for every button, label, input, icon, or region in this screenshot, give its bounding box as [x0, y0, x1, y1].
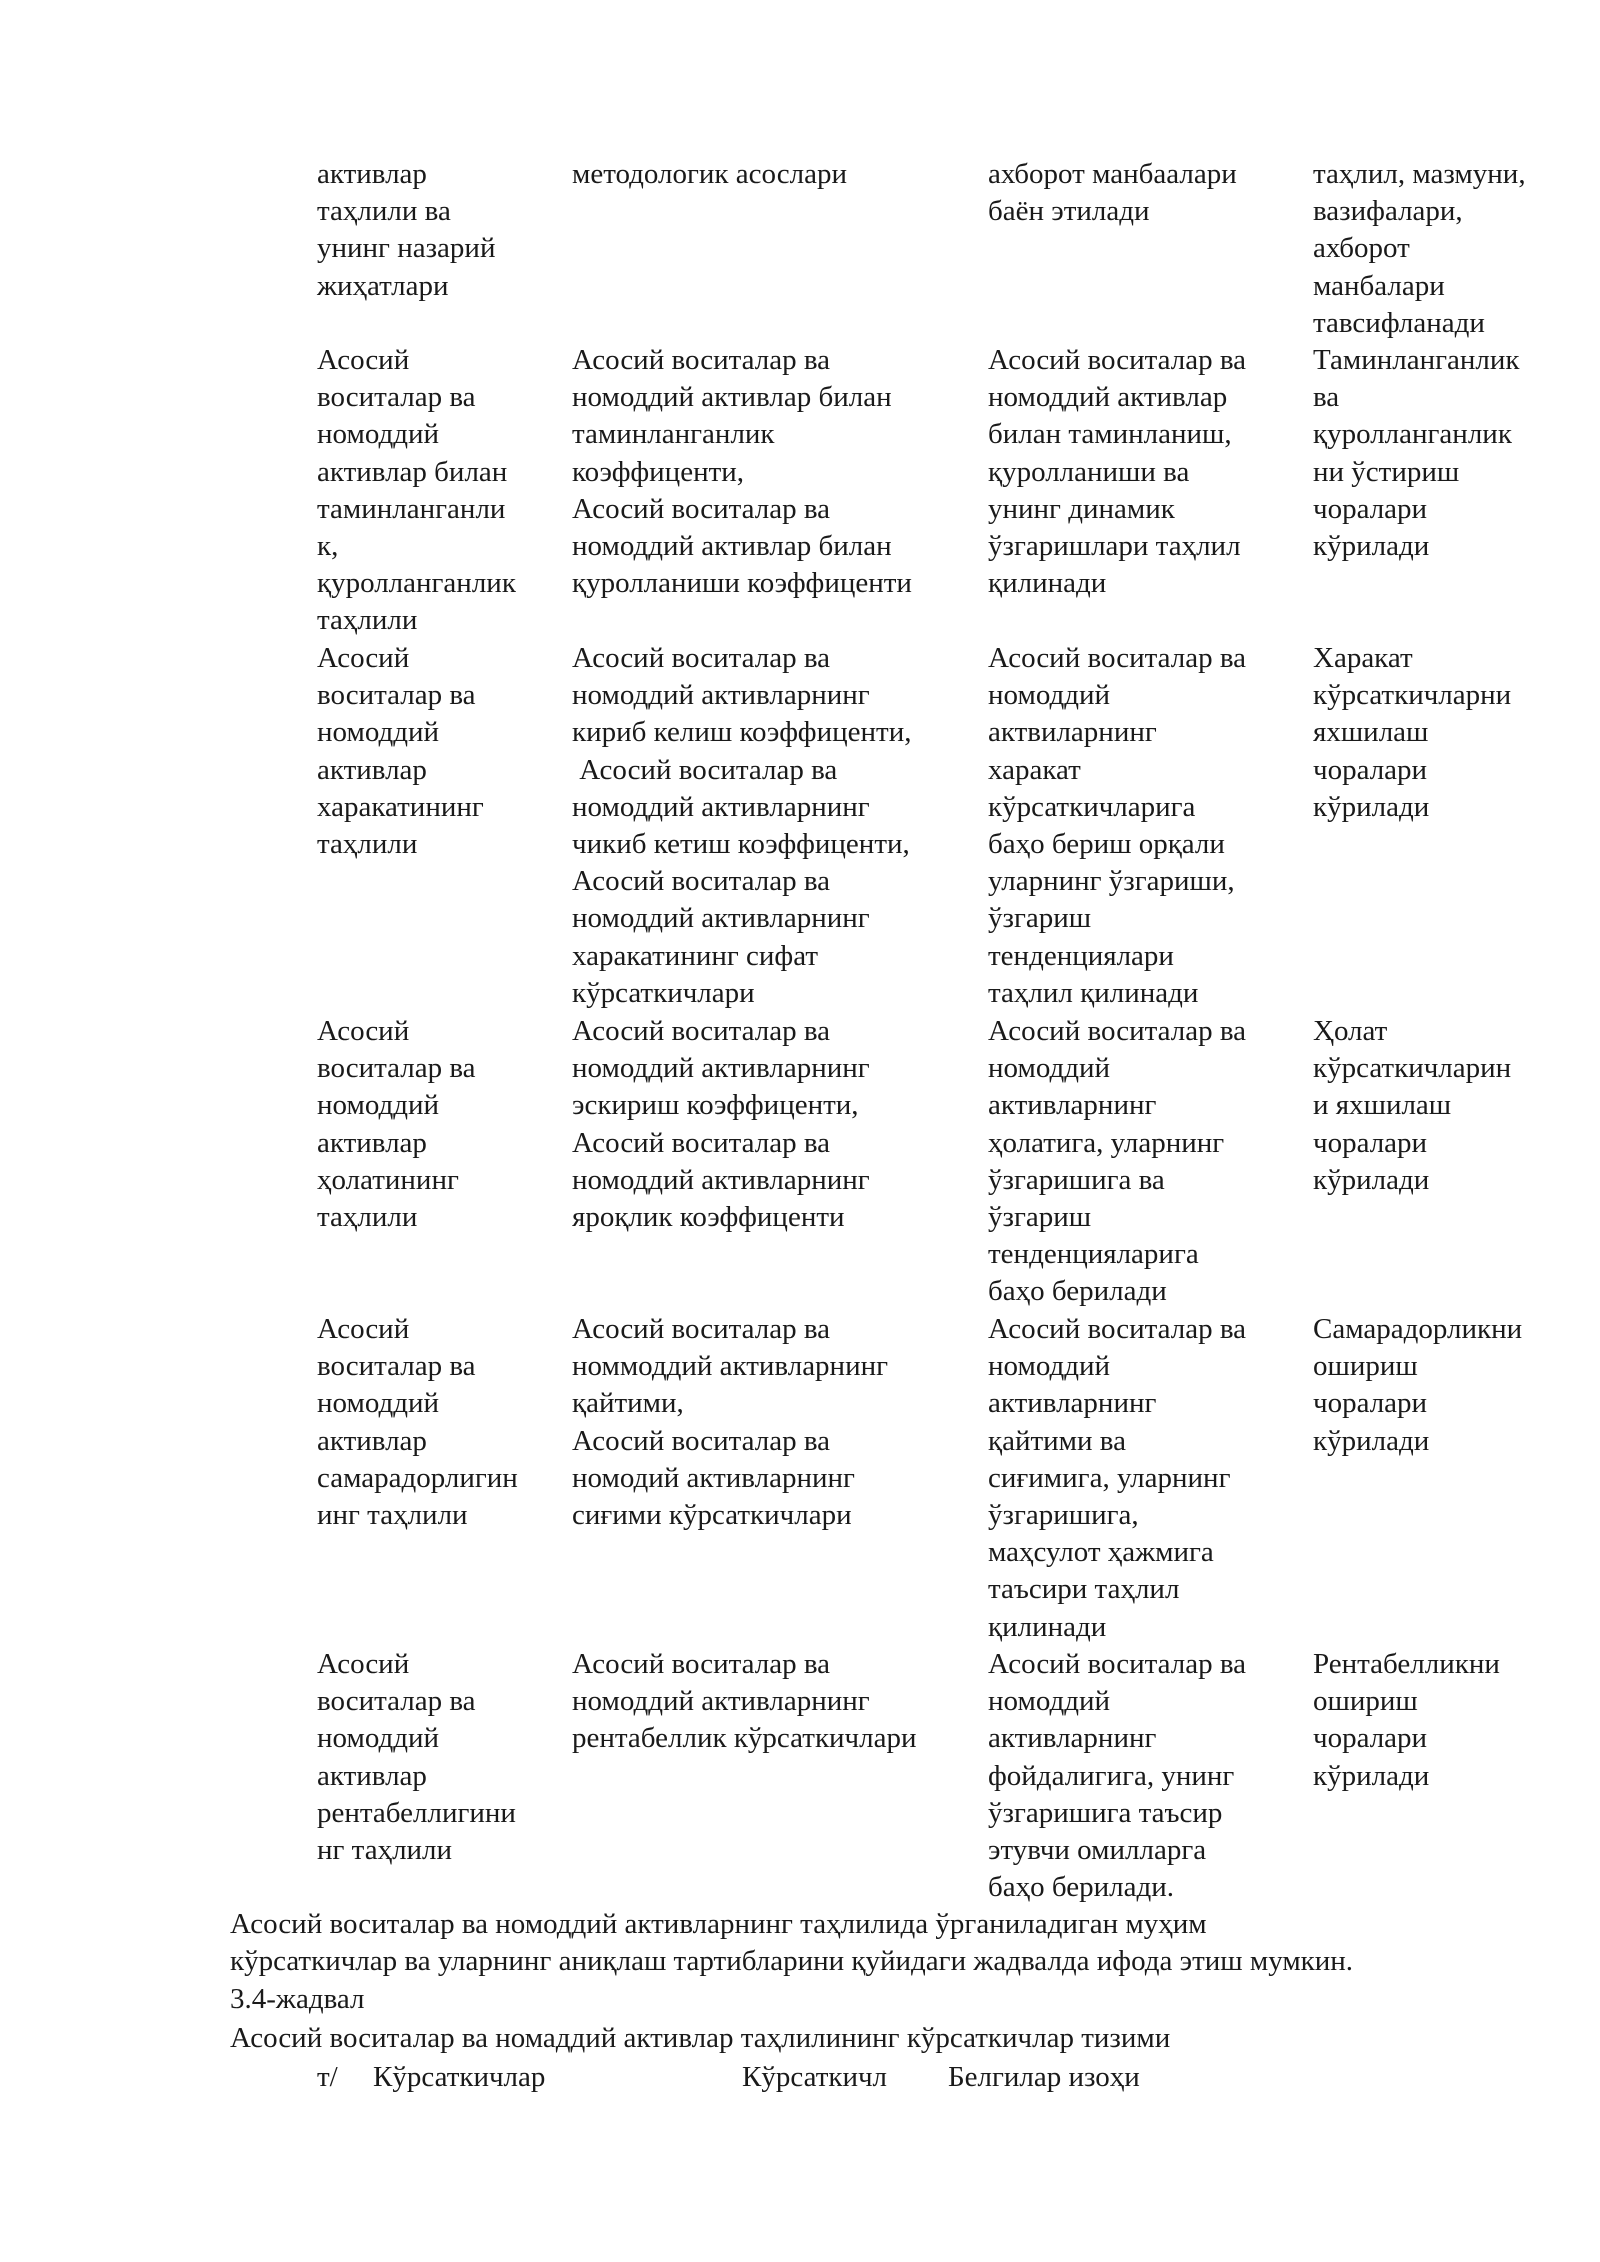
table-cell-topic: Асосий воситалар ва номоддий активлар ҳолатининг таҳлили: [317, 1015, 476, 1234]
table-cell-indicators: Асосий воситалар ва номмоддий активларнинг қайтими, Асосий воситалар ва номодий активларнинг сиғими кўрсаткичлари: [572, 1313, 889, 1532]
table-cell-measures: таҳлил, мазмуни, вазифалари, ахборот манбалари тавсифланади: [1313, 158, 1526, 339]
table-cell-topic: Асосий воситалар ва номоддий активлар билан таминланганли к, қуролланганлик таҳлили: [317, 344, 516, 637]
table-header-legend: Белгилар изоҳи: [948, 2061, 1140, 2093]
table-cell-measures: Ҳолат кўрсаткичларин и яхшилаш чоралари кўрилади: [1313, 1015, 1512, 1196]
table-cell-measures: Таминланганлик ва қуролланганлик ни ўстириш чоралари кўрилади: [1313, 344, 1520, 563]
table-cell-topic: активлар таҳлили ва унинг назарий жиҳатлари: [317, 158, 496, 302]
table-cell-topic: Асосий воситалар ва номоддий активлар харакатининг таҳлили: [317, 642, 484, 861]
table-cell-analysis: Асосий воситалар ва номоддий активларнинг қайтими ва сиғимига, уларнинг ўзгаришига, маҳсулот ҳажмига таъсири таҳлил қилинади: [988, 1313, 1247, 1643]
table-title: Асосий воситалар ва номаддий активлар таҳлилининг кўрсаткичлар тизими: [230, 2022, 1171, 2054]
table-cell-measures: Харакат кўрсаткичларни яхшилаш чоралари кўрилади: [1313, 642, 1512, 823]
table-cell-analysis: Асосий воситалар ва номоддий актвиларнинг харакат кўрсаткичларига баҳо бериш орқали уларнинг ўзгариши, ўзгариш тенденциялари таҳлил қилинади: [988, 642, 1247, 1009]
table-cell-topic: Асосий воситалар ва номоддий активлар рентабеллигини нг таҳлили: [317, 1648, 516, 1867]
table-cell-indicators: Асосий воситалар ва номоддий активларнинг рентабеллик кўрсаткичлари: [572, 1648, 917, 1755]
table-cell-analysis: Асосий воситалар ва номоддий активлар билан таминланиш, қуролланиши ва унинг динамик ўзгаришлари таҳлил қилинади: [988, 344, 1247, 600]
table-cell-indicators: Асосий воситалар ва номоддий активларнинг эскириш коэффиценти, Асосий воситалар ва номоддий активларнинг яроқлик коэффиценти: [572, 1015, 870, 1234]
table-cell-measures: Самарадорликни ошириш чоралари кўрилади: [1313, 1313, 1523, 1457]
table-cell-indicators: Асосий воситалар ва номоддий активлар билан таминланганлик коэффиценти, Асосий воситалар ва номоддий активлар билан қуролланиши коэффиценти: [572, 344, 912, 600]
table-cell-analysis: ахборот манбаалари баён этилади: [988, 158, 1237, 228]
table-cell-analysis: Асосий воситалар ва номоддий активларнинг ҳолатига, уларнинг ўзгаришига ва ўзгариш тенденцияларига баҳо берилади: [988, 1015, 1247, 1308]
table-cell-indicators: Асосий воситалар ва номоддий активларнинг кириб келиш коэффиценти, Асосий воситалар ва номоддий активларнинг чикиб кетиш коэффиценти, Асосий воситалар ва номоддий активларнинг харакатининг сифат кўрсаткичлари: [572, 642, 912, 1009]
table-header-indicators: Кўрсаткичлар: [373, 2061, 546, 2093]
body-paragraph: Асосий воситалар ва номоддий активларнинг таҳлилида ўрганиладиган муҳим кўрсаткичлар ва уларнинг аниқлаш тартибларини қуйидаги жадвалда ифода этиш мумкин.: [230, 1908, 1354, 1978]
table-cell-indicators: методологик асослари: [572, 158, 847, 190]
table-number: 3.4-жадвал: [230, 1983, 365, 2015]
table-cell-analysis: Асосий воситалар ва номоддий активларнинг фойдалигига, унинг ўзгаришига таъсир этувчи омилларга баҳо берилади.: [988, 1648, 1247, 1904]
table-header-number: т/: [317, 2061, 338, 2093]
table-cell-measures: Рентабелликни ошириш чоралари кўрилади: [1313, 1648, 1500, 1792]
table-header-formula: Кўрсаткичл: [742, 2061, 888, 2093]
table-cell-topic: Асосий воситалар ва номоддий активлар самарадорлигин инг таҳлили: [317, 1313, 518, 1532]
